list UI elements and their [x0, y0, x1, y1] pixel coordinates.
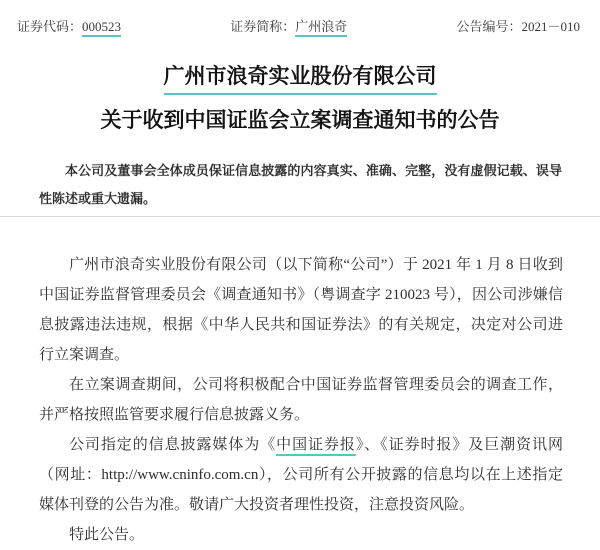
paragraph-disclosure-media — [39, 430, 563, 520]
document-meta-header — [0, 0, 600, 35]
notice-number-value: 2021－010 — [521, 19, 580, 34]
paragraph-investigation-notice: 广州市浪奇实业股份有限公司（以下简称“公司”）于 2021 年 1 月 8 日收到中国证券监督管理委员会《调查通知书》（粤调查字 210023 号），因公司涉嫌信息披露违法违规，根据《中华人民共和国证券法》的有关规定，决定对公司进行立案调查。 — [39, 257, 563, 363]
stock-name — [230, 16, 347, 35]
notice-number — [456, 16, 580, 35]
title-line-company — [0, 60, 600, 95]
stock-name-value-link[interactable]: 广州浪奇 — [295, 19, 347, 37]
stock-name-label: 证券简称： — [230, 19, 296, 34]
disclosure-media-suffix: 》、《证券时报》及巨潮资讯网（网址：http://www.cninfo.com.cn），公司所有公开披露的信息均以在上述指定媒体刊登的公告为准。敬请广大投资者理性投资，注意投资风险。 — [39, 437, 563, 513]
stock-code-label: 证券代码： — [17, 19, 83, 34]
title-line-subject: 关于收到中国证监会立案调查通知书的公告 — [100, 108, 500, 132]
disclosure-media-prefix: 公司指定的信息披露媒体为《 — [69, 437, 277, 453]
stock-code-value-link[interactable]: 000523 — [82, 19, 121, 37]
closing-statement: 特此公告。 — [69, 527, 145, 543]
announcement-body — [39, 217, 563, 550]
china-securities-journal-link[interactable]: 中国证券报 — [276, 437, 356, 456]
company-name-title-link[interactable]: 广州市浪奇实业股份有限公司 — [164, 60, 437, 95]
stock-code — [17, 16, 121, 35]
document-title — [0, 60, 600, 134]
paragraph-cooperation: 在立案调查期间，公司将积极配合中国证券监督管理委员会的调查工作，并严格按照监管要求履行信息披露义务。 — [39, 377, 563, 423]
disclaimer-statement: 本公司及董事会全体成员保证信息披露的内容真实、准确、完整，没有虚假记载、误导性陈述或重大遗漏。 — [39, 163, 562, 206]
notice-number-label: 公告编号： — [456, 19, 522, 34]
